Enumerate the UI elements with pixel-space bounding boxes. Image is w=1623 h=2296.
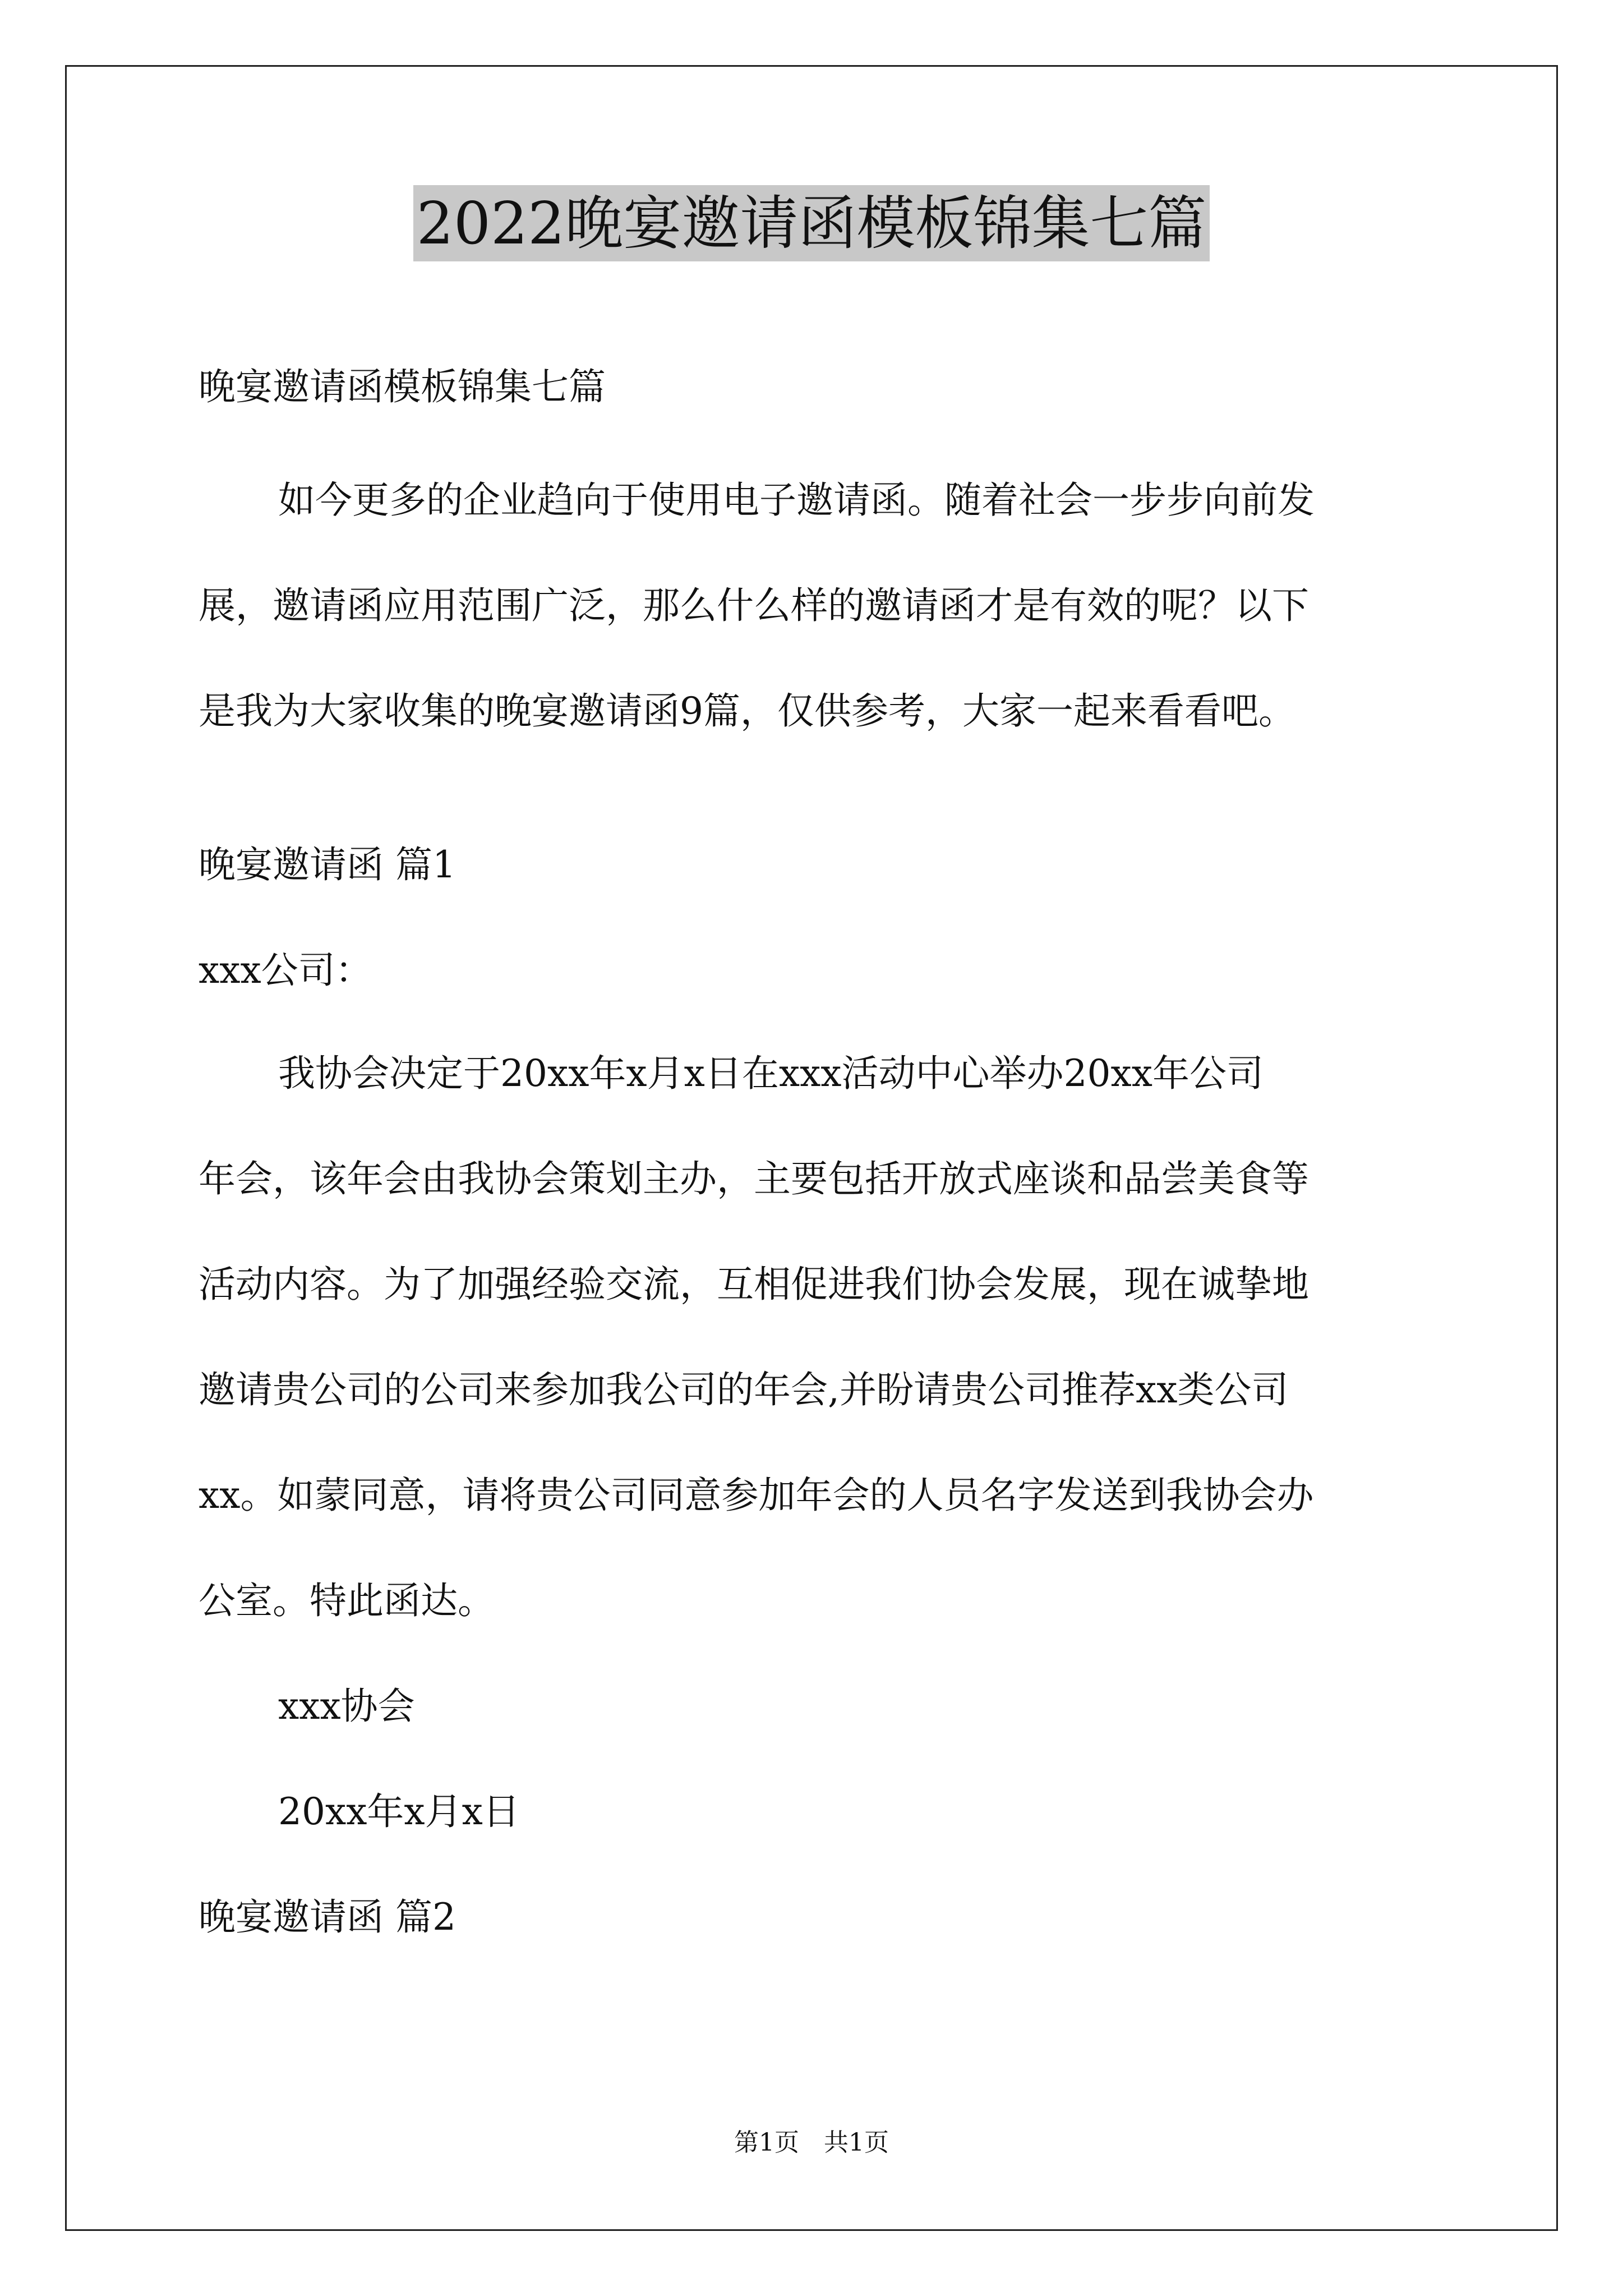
intro-line: 是我为大家收集的晚宴邀请函9篇，仅供参考，大家一起来看看吧。 (199, 689, 1295, 733)
body-line: 年会，该年会由我协会策划主办，主要包括开放式座谈和品尝美食等 (199, 1157, 1309, 1200)
page-footer: 第1页 共1页 (734, 2128, 889, 2157)
body-line: 活动内容。为了加强经验交流，互相促进我们协会发展，现在诚挚地 (199, 1263, 1309, 1306)
section1-body (199, 1021, 1428, 1970)
signature: xxx协会 (278, 1685, 415, 1728)
body-line: 邀请贵公司的公司来参加我公司的年会,并盼请贵公司推荐xx类公司 (199, 1368, 1289, 1411)
title-container (0, 185, 1623, 261)
salutation: xxx公司： (199, 949, 372, 992)
intro-line: 如今更多的企业趋向于使用电子邀请函。随着社会一步步向前发 (278, 478, 1315, 522)
body-line: 公室。特此函达。 (199, 1579, 495, 1622)
spacer (199, 764, 1428, 837)
document-title: 2022晚宴邀请函模板锦集七篇 (413, 185, 1210, 261)
intro-line: 展，邀请函应用范围广泛，那么什么样的邀请函才是有效的呢？以下 (199, 584, 1309, 627)
date: 20xx年x月x日 (278, 1790, 520, 1833)
body-line: xx。如蒙同意，请将贵公司同意参加年会的人员名字发送到我协会办 (199, 1474, 1314, 1517)
body-line: 我协会决定于20xx年x月x日在xxx活动中心举办20xx年公司 (278, 1052, 1264, 1095)
document-body (199, 325, 1428, 1970)
section-heading-2: 晚宴邀请函 篇2 (199, 1895, 456, 1939)
section-heading-1: 晚宴邀请函 篇1 (199, 843, 456, 886)
intro-paragraph (199, 448, 1428, 764)
document-subtitle: 晚宴邀请函模板锦集七篇 (199, 365, 606, 408)
